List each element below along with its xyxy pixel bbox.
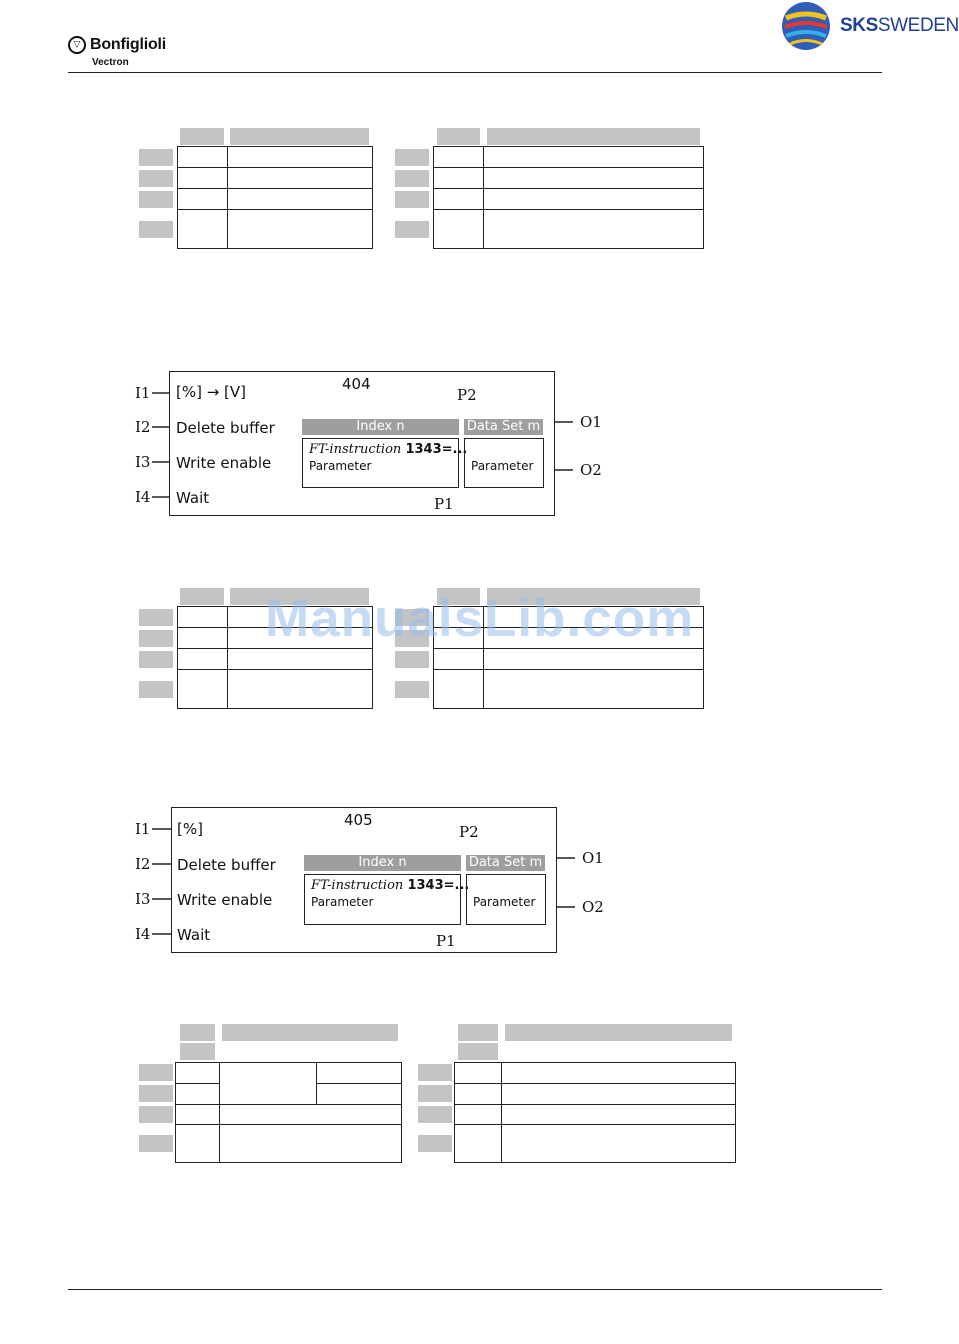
table-cell bbox=[175, 1124, 220, 1163]
input-label-i2: I2 bbox=[135, 855, 151, 873]
parameter-label: Parameter bbox=[309, 459, 372, 473]
output-label-o2: O2 bbox=[580, 461, 602, 479]
block-number: 405 bbox=[344, 811, 373, 829]
p2-label: P2 bbox=[457, 386, 477, 404]
parameter-box-right bbox=[466, 874, 546, 925]
table-header-cell bbox=[180, 588, 224, 605]
table-cell bbox=[316, 1083, 402, 1105]
table-cell bbox=[454, 1083, 502, 1105]
table-cell bbox=[454, 1062, 502, 1084]
bonfiglioli-emblem-icon: ▽ bbox=[68, 36, 86, 54]
table-cell bbox=[483, 209, 704, 249]
input-label-i4: I4 bbox=[135, 925, 151, 943]
brand-sub: Vectron bbox=[92, 57, 129, 68]
table-cell bbox=[177, 188, 228, 210]
input-label-i3: I3 bbox=[135, 890, 151, 908]
table-header-cell bbox=[458, 1024, 498, 1041]
table-cell bbox=[227, 669, 373, 709]
index-bar: Index n bbox=[302, 419, 459, 435]
dataset-bar: Data Set m bbox=[464, 419, 543, 435]
table-header-cell bbox=[505, 1024, 732, 1041]
output-label-o2: O2 bbox=[582, 898, 604, 916]
table-header-cell bbox=[180, 1043, 215, 1060]
table-cell bbox=[177, 648, 228, 670]
p1-label: P1 bbox=[436, 932, 456, 950]
input-text-4: Wait bbox=[176, 489, 210, 507]
table-cell bbox=[175, 1104, 220, 1125]
table-header-cell bbox=[180, 128, 224, 145]
ft-instruction: FT-instruction 1343=... bbox=[311, 878, 470, 893]
block-number: 404 bbox=[342, 375, 371, 393]
table-cell bbox=[177, 606, 228, 628]
row-label-cell bbox=[418, 1085, 452, 1102]
row-label-cell bbox=[139, 1135, 173, 1152]
table-cell bbox=[483, 648, 704, 670]
input-text-2: Delete buffer bbox=[176, 419, 275, 437]
table-header-cell bbox=[487, 128, 700, 145]
sks-swirl-icon bbox=[780, 0, 832, 52]
row-label-cell bbox=[139, 170, 173, 187]
table-cell bbox=[483, 167, 704, 189]
row-label-cell bbox=[395, 681, 429, 698]
input-label-i3: I3 bbox=[135, 453, 151, 471]
row-label-cell bbox=[418, 1106, 452, 1123]
table-cell bbox=[501, 1124, 736, 1163]
parameter-box-left bbox=[302, 438, 468, 488]
table-cell bbox=[483, 188, 704, 210]
parameter-label: Parameter bbox=[473, 895, 536, 909]
table-header-cell bbox=[222, 1024, 398, 1041]
table-cell bbox=[227, 167, 373, 189]
input-label-i4: I4 bbox=[135, 488, 151, 506]
row-label-cell bbox=[395, 221, 429, 238]
p2-label: P2 bbox=[459, 823, 479, 841]
header-rule bbox=[68, 72, 882, 73]
table-cell bbox=[219, 1124, 402, 1163]
table-header-cell bbox=[180, 1024, 215, 1041]
row-label-cell bbox=[139, 630, 173, 647]
input-text-1: [%] → [V] bbox=[176, 383, 247, 401]
row-label-cell bbox=[418, 1135, 452, 1152]
row-label-cell bbox=[139, 1106, 173, 1123]
table-cell bbox=[501, 1083, 736, 1105]
row-label-cell bbox=[139, 221, 173, 238]
table-cell bbox=[454, 1104, 502, 1125]
table-cell bbox=[177, 209, 228, 249]
table-cell bbox=[227, 146, 373, 168]
table-cell bbox=[483, 146, 704, 168]
row-label-cell bbox=[139, 609, 173, 626]
table-cell bbox=[175, 1083, 220, 1105]
table-cell bbox=[433, 669, 484, 709]
table-cell bbox=[454, 1124, 502, 1163]
table-cell bbox=[227, 648, 373, 670]
table-cell bbox=[501, 1062, 736, 1084]
p1-label: P1 bbox=[434, 495, 454, 513]
row-label-cell bbox=[139, 681, 173, 698]
bonfiglioli-logo bbox=[68, 36, 166, 54]
parameter-label: Parameter bbox=[311, 895, 374, 909]
row-label-cell bbox=[139, 1085, 173, 1102]
output-label-o1: O1 bbox=[580, 413, 602, 431]
input-text-4: Wait bbox=[177, 926, 211, 944]
input-text-3: Write enable bbox=[176, 454, 272, 472]
output-label-o1: O1 bbox=[582, 849, 604, 867]
table-cell bbox=[227, 188, 373, 210]
table-cell bbox=[219, 1104, 402, 1125]
table-cell bbox=[433, 209, 484, 249]
partner-name: SKSSWEDEN bbox=[840, 15, 959, 36]
row-label-cell bbox=[395, 170, 429, 187]
row-label-cell bbox=[418, 1064, 452, 1081]
table-cell bbox=[501, 1104, 736, 1125]
row-label-cell bbox=[139, 191, 173, 208]
parameter-box-left bbox=[304, 874, 470, 925]
footer-rule bbox=[68, 1289, 882, 1290]
ft-instruction: FT-instruction 1343=... bbox=[309, 442, 468, 457]
row-label-cell bbox=[139, 1064, 173, 1081]
input-text-3: Write enable bbox=[177, 891, 273, 909]
row-label-cell bbox=[395, 149, 429, 166]
table-cell bbox=[433, 188, 484, 210]
row-label-cell bbox=[395, 651, 429, 668]
row-label-cell bbox=[395, 191, 429, 208]
table-header-cell bbox=[230, 128, 369, 145]
input-text-1: [%] bbox=[177, 820, 203, 838]
input-label-i2: I2 bbox=[135, 418, 151, 436]
table-cell bbox=[433, 146, 484, 168]
table-cell bbox=[316, 1062, 402, 1084]
row-label-cell bbox=[139, 651, 173, 668]
table-cell bbox=[227, 209, 373, 249]
table-cell bbox=[219, 1062, 317, 1105]
sks-sweden-logo bbox=[780, 0, 959, 52]
table-cell bbox=[177, 669, 228, 709]
table-cell bbox=[177, 627, 228, 649]
input-label-i1: I1 bbox=[135, 820, 151, 838]
table-header-cell bbox=[437, 128, 480, 145]
input-text-2: Delete buffer bbox=[177, 856, 276, 874]
parameter-label: Parameter bbox=[471, 459, 534, 473]
table-cell bbox=[483, 669, 704, 709]
table-cell bbox=[433, 167, 484, 189]
dataset-bar: Data Set m bbox=[466, 855, 545, 871]
table-cell bbox=[177, 167, 228, 189]
table-header-cell bbox=[458, 1043, 498, 1060]
input-label-i1: I1 bbox=[135, 384, 151, 402]
brand-name: Bonfiglioli bbox=[90, 36, 167, 53]
parameter-box-right bbox=[464, 438, 544, 488]
table-cell bbox=[177, 146, 228, 168]
index-bar: Index n bbox=[304, 855, 461, 871]
watermark: ManualsLib.com bbox=[265, 589, 695, 648]
table-cell bbox=[175, 1062, 220, 1084]
table-cell bbox=[433, 648, 484, 670]
row-label-cell bbox=[139, 149, 173, 166]
